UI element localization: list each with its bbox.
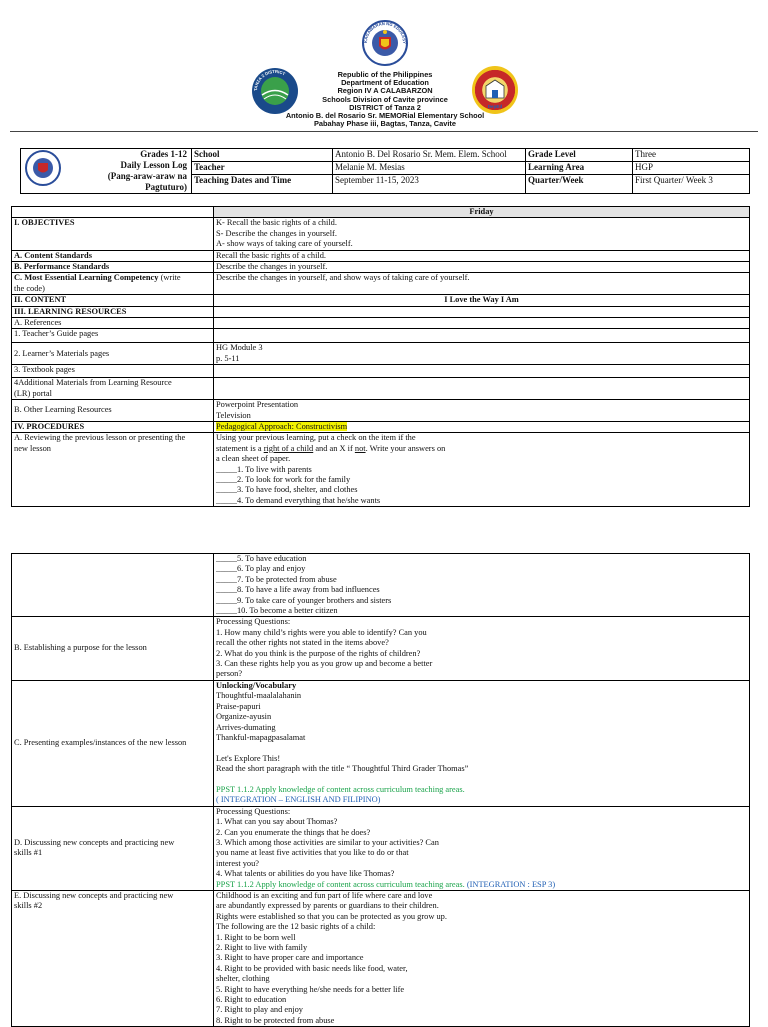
purpose-line: recall the other rights not stated in the items above? <box>216 638 389 648</box>
teaching-dates-value: September 11-15, 2023 <box>333 175 526 194</box>
review-intro-line: Using your previous learning, put a check on the item if the <box>216 433 416 443</box>
review-intro-line: a clean sheet of paper. <box>216 454 291 464</box>
learning-resources-label: III. LEARNING RESOURCES <box>12 306 214 317</box>
continued-blank-cell <box>12 554 214 617</box>
discuss1-cell <box>214 806 750 890</box>
review-item: _____10. To become a better citizen <box>216 606 338 616</box>
discuss1-line: you name at least five activities that you like to do or that <box>216 848 409 858</box>
lr-portal-line: 4Additional Materials from Learning Resource <box>14 378 172 388</box>
purpose-label: B. Establishing a purpose for the lesson <box>12 617 214 680</box>
lesson-log-table-1 <box>11 206 750 507</box>
vocabulary-item: Arrives-dumating <box>216 722 276 732</box>
objectives-cell <box>214 218 750 250</box>
teacher-value: Melanie M. Mesias <box>333 162 526 175</box>
references-label: A. References <box>12 318 214 329</box>
lr-portal-label <box>12 378 214 400</box>
deped-seal-small-logo <box>25 150 61 186</box>
teacher-label: Teacher <box>192 162 333 175</box>
examples-cell <box>214 680 750 806</box>
melc-label-cell <box>12 273 214 295</box>
child-right-item: 3. Right to have proper care and importance <box>216 953 364 963</box>
objective-line: K- Recall the basic rights of a child. <box>216 218 337 228</box>
day-header: Friday <box>214 207 750 218</box>
blank-header-cell <box>12 207 214 218</box>
letterhead-line: Antonio B. del Rosario Sr. MEMORial Elementary School <box>285 111 485 121</box>
discuss2-line: The following are the 12 basic rights of a child: <box>216 922 376 932</box>
teaching-dates-label: Teaching Dates and Time <box>192 175 333 194</box>
discuss1-label-line: D. Discussing new concepts and practicing new <box>14 837 175 847</box>
review-cell <box>214 433 750 507</box>
review-item: _____3. To have food, shelter, and clothes <box>216 485 358 495</box>
blank-line <box>216 743 747 753</box>
letterhead <box>250 68 520 129</box>
deped-seal-logo <box>362 20 408 66</box>
quarter-week-label: Quarter/Week <box>526 175 633 194</box>
procedures-approach-cell <box>214 421 750 432</box>
ppst-integration-line <box>216 880 747 890</box>
review-intro-text: . Write your answers on <box>365 443 446 453</box>
discuss1-label-line: skills #1 <box>14 848 43 858</box>
vocabulary-item: Organize-ayusin <box>216 712 272 722</box>
learning-area-label: Learning Area <box>526 162 633 175</box>
ppst-indicator: PPST 1.1.2 Apply knowledge of content across curriculum teaching areas. <box>216 784 465 794</box>
review-intro-text: and an X if <box>313 443 355 453</box>
header-divider <box>10 131 758 132</box>
discuss2-label <box>12 891 214 1027</box>
discuss1-line: 2. Can you enumerate the things that he does? <box>216 827 371 837</box>
vocabulary-item: Thankful-mapagpasalamat <box>216 732 306 742</box>
review-item: _____1. To live with parents <box>216 464 312 474</box>
textbook-value <box>214 365 750 378</box>
dll-title-line: Grades 1-12 <box>140 149 187 159</box>
lr-portal-line: (LR) portal <box>14 388 52 398</box>
quarter-week-value: First Quarter/ Week 3 <box>633 175 750 194</box>
letterhead-line: DISTRICT of Tanza 2 <box>349 102 421 112</box>
objective-line: S- Describe the changes in yourself. <box>216 228 337 238</box>
review-label-line: new lesson <box>14 443 51 453</box>
textbook-label: 3. Textbook pages <box>12 365 214 378</box>
svg-text:DepEd: DepEd <box>487 104 503 109</box>
dll-title-line: Pagtuturo) <box>145 182 187 192</box>
purpose-line: Processing Questions: <box>216 617 291 627</box>
child-right-item: shelter, clothing <box>216 974 270 984</box>
discuss1-line: 4. What talents or abilities do you have like Thomas? <box>216 869 395 879</box>
letterhead-line: Region IV A CALABARZON <box>337 86 433 96</box>
purpose-line: person? <box>216 669 243 679</box>
grade-level-label: Grade Level <box>526 149 633 162</box>
pedagogical-approach: Pedagogical Approach: Constructivism <box>216 421 348 431</box>
other-resource-line: Television <box>216 410 251 420</box>
letterhead-line: Republic of the Philippines <box>337 70 433 79</box>
integration-note: ( INTEGRATION – ENGLISH AND FILIPINO) <box>216 795 381 805</box>
dll-info-table <box>20 148 750 194</box>
ppst-indicator: PPST 1.1.2 Apply knowledge of content across curriculum teaching areas. <box>216 879 465 889</box>
purpose-line: 2. What do you think is the purpose of the rights of children? <box>216 648 421 658</box>
review-label <box>12 433 214 507</box>
deped-ring-text <box>362 20 408 66</box>
dll-title-line: Daily Lesson Log <box>120 160 187 170</box>
discuss2-label-line: skills #2 <box>14 901 43 911</box>
school-value: Antonio B. Del Rosario Sr. Mem. Elem. School <box>333 149 526 162</box>
review-item: _____6. To play and enjoy <box>216 564 306 574</box>
purpose-line: 3. Can these rights help you as you grow up and become a better <box>216 659 433 669</box>
learners-materials-line: p. 5-11 <box>216 353 240 363</box>
review-item: _____8. To have a life away from bad influences <box>216 585 380 595</box>
explore-line: Let's Explore This! <box>216 753 281 763</box>
dll-title-line: (Pang-araw-araw na <box>107 171 187 181</box>
svg-text:TANZA 2 DISTRICT: TANZA 2 DISTRICT <box>252 68 287 92</box>
blank-line <box>216 775 747 785</box>
vocabulary-title: Unlocking/Vocabulary <box>216 680 297 690</box>
learners-materials-value <box>214 343 750 365</box>
lesson-log-table-2 <box>11 553 750 1027</box>
learning-resources-value <box>214 306 750 317</box>
svg-text:KAGAWARAN NG EDUKASYON: KAGAWARAN NG EDUKASY <box>362 20 408 45</box>
performance-standards-label: B. Performance Standards <box>12 262 214 273</box>
learners-materials-line: HG Module 3 <box>216 343 263 353</box>
explore-line: Read the short paragraph with the title “ Thoughtful Third Grader Thomas” <box>216 764 469 774</box>
melc-value: Describe the changes in yourself, and show ways of taking care of yourself. <box>214 273 750 295</box>
vocabulary-item: Praise-papuri <box>216 701 261 711</box>
child-right-item: 2. Right to live with family <box>216 943 308 953</box>
review-intro-line <box>216 444 747 454</box>
discuss2-line: Rights were established so that you can be protected as you grow up. <box>216 911 447 921</box>
teachers-guide-label: 1. Teacher’s Guide pages <box>12 329 214 343</box>
child-right-item: 1. Right to be born well <box>216 932 296 942</box>
review-intro-text: statement is a <box>216 443 264 453</box>
other-resources-value <box>214 400 750 422</box>
discuss2-line: Childhood is an exciting and fun part of life where care and love <box>216 891 433 900</box>
teachers-guide-value <box>214 329 750 343</box>
review-item: _____9. To take care of younger brothers and sisters <box>216 595 392 605</box>
purpose-cell <box>214 617 750 680</box>
content-standards-value: Recall the basic rights of a child. <box>214 250 750 261</box>
discuss1-line: interest you? <box>216 858 260 868</box>
discuss2-cell <box>214 891 750 1027</box>
discuss1-line: 1. What can you say about Thomas? <box>216 817 338 827</box>
review-items-continued <box>214 554 750 617</box>
discuss2-label-line: E. Discussing new concepts and practicing new <box>14 891 174 900</box>
purpose-line: 1. How many child’s rights were you able to identify? Can you <box>216 627 427 637</box>
discuss1-line: Processing Questions: <box>216 806 291 816</box>
deped-seal-small-graphic <box>27 152 59 184</box>
other-resource-line: Powerpoint Presentation <box>216 400 299 410</box>
discuss1-label <box>12 806 214 890</box>
learners-materials-label: 2. Learner’s Materials pages <box>12 343 214 365</box>
grade-level-value: Three <box>633 149 750 162</box>
review-item: _____4. To demand everything that he/she wants <box>216 495 381 505</box>
review-item: _____2. To look for work for the family <box>216 474 351 484</box>
child-right-item: 4. Right to be provided with basic needs like food, water, <box>216 963 408 973</box>
content-standards-label: A. Content Standards <box>12 250 214 261</box>
other-resources-label: B. Other Learning Resources <box>12 400 214 422</box>
melc-label-line2: the code) <box>14 283 45 293</box>
letterhead-line: Pabahay Phase iii, Bagtas, Tanza, Cavite <box>314 119 456 129</box>
procedures-label: IV. PROCEDURES <box>12 421 214 432</box>
child-right-item: 6. Right to education <box>216 995 287 1005</box>
objectives-label: I. OBJECTIVES <box>12 218 214 250</box>
child-right-item: 7. Right to play and enjoy <box>216 1005 303 1015</box>
review-item: _____7. To be protected from abuse <box>216 574 337 584</box>
lr-portal-value <box>214 378 750 400</box>
review-label-line: A. Reviewing the previous lesson or presenting the <box>14 433 186 443</box>
vocabulary-item: Thoughtful-maalalahanin <box>216 691 302 701</box>
performance-standards-value: Describe the changes in yourself. <box>214 262 750 273</box>
child-right-item: 8. Right to be protected from abuse <box>216 1015 335 1025</box>
letterhead-line: Department of Education <box>341 78 429 88</box>
school-label: School <box>192 149 333 162</box>
objective-line: A- show ways of taking care of yourself. <box>216 239 353 249</box>
content-label: II. CONTENT <box>12 295 214 306</box>
review-item: _____5. To have education <box>216 554 307 563</box>
letterhead-line: Schools Division of Cavite province <box>322 94 448 104</box>
references-value <box>214 318 750 329</box>
examples-label: C. Presenting examples/instances of the new lesson <box>12 680 214 806</box>
melc-label: C. Most Essential Learning Competency <box>14 273 159 283</box>
melc-label-suffix: (write <box>160 273 181 283</box>
dll-title-cell <box>21 149 192 194</box>
review-intro-underline: right of a child <box>263 443 314 453</box>
discuss1-line: 3. Which among those activities are similar to your activities? Can <box>216 837 439 847</box>
learning-area-value: HGP <box>633 162 750 175</box>
discuss2-line: are abundantly expressed by parents or guardians to their children. <box>216 901 439 911</box>
child-right-item: 5. Right to have everything he/she needs for a better life <box>216 984 405 994</box>
review-intro-underline: not <box>354 443 366 453</box>
content-title: I Love the Way I Am <box>214 295 750 306</box>
integration-note: (INTEGRATION : ESP 3) <box>466 879 556 889</box>
